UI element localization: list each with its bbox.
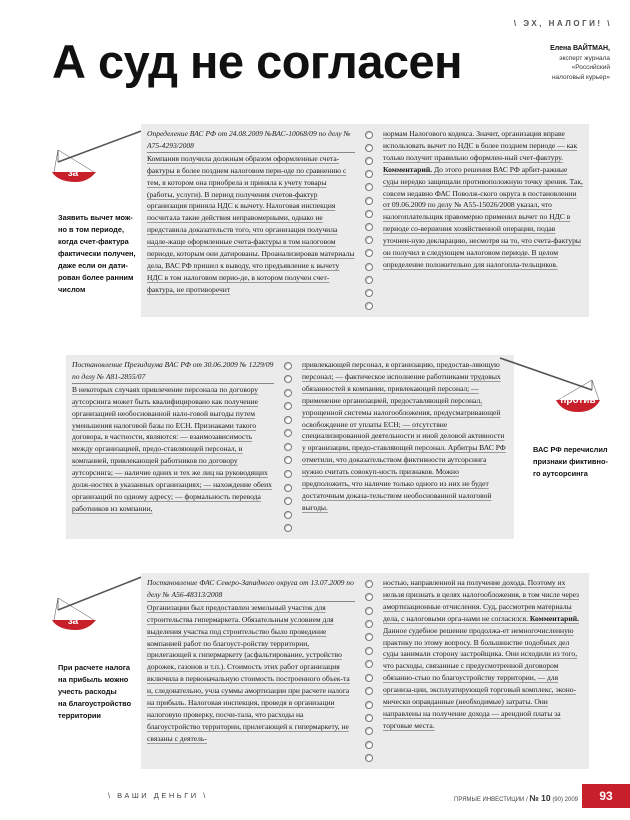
court-reference: Постановление ФАС Северо-Западного округа от 13.07.2009 по делу № А56-48313/2008 [147, 577, 355, 602]
caption-line: на благоустройство [58, 699, 132, 708]
left-column [141, 573, 361, 769]
caption-line: числом [58, 285, 86, 294]
binder-ring-icon [365, 620, 373, 628]
binder-ring-icon [284, 484, 292, 492]
binder-ring-icon [284, 416, 292, 424]
scales-icon [52, 128, 144, 190]
binder-ring-icon [365, 249, 373, 257]
caption-line: когда счет-фактура [58, 237, 129, 246]
binder-ring-icon [365, 593, 373, 601]
caption-line: При расчете налога [58, 663, 130, 672]
binder-ring-icon [365, 687, 373, 695]
binder-ring-icon [284, 362, 292, 370]
binder-ring-icon [365, 170, 373, 178]
caption-line: Заявить вычет мож- [58, 213, 133, 222]
case-text-continued [383, 128, 583, 271]
binder-ring-icon [365, 674, 373, 682]
binder-ring-icon [365, 276, 373, 284]
scales-icon [52, 574, 144, 638]
case-text-part: нормам Налогового кодекса. Значит, организация вправе использовать вычет по НДС в более позднем периоде — как только получит правильно оформлен-ный счет-фактуру. [383, 129, 578, 162]
comment-lead: Комментарий. [383, 164, 433, 174]
binder-ring-icon [284, 429, 292, 437]
magazine-name: ПРЯМЫЕ ИНВЕСТИЦИИ / [454, 797, 528, 803]
binder-rings [361, 124, 377, 317]
case-text-continued: привлекающей персонал, в организацию, предостав-ляющую персонал; — фактическое исполнение работниками трудовых обязанностей в компании, привлекающей персонал; — применение организацией, предоставляющей персонал, упрощенной системы налогообложения, предусматривающей освобождение от уплаты ЕСН; — отсутствие специализированной деятельности и иной деловой активности у организации, предо-ставляющей персонал. Арбитры ВАС РФ отметили, что доказательством фиктивности аутсорсинга нужно считать совокуп-ность признаков. Можно предположить, что наличие только одного из них не будет достаточным доказа-тельством необоснованной налоговой выгоды. [302, 360, 506, 512]
binder-rings [361, 573, 377, 769]
caption-line: учесть расходы [58, 687, 117, 696]
section-label: \ ВАШИ ДЕНЬГИ \ [108, 791, 208, 800]
case-text: Организации был предоставлен земельный участок для строительства гипермаркета. Обязательным условием для выделения участка под строительство было проведение компанией работ по благоуст-ройству территории, прилегающей к гипермаркету (асфальтирование, устройство дорожек, газонов и т.п.). Стоимость этих работ организация включила в первоначальную стоимость построенного объек-та и, следовательно, учла суммы амортизации при расчете налога на прибыль. Налоговая инспекция, проведя в организации налоговую проверку, посчи-тала, что расходы на благоустройство территории, прилегающей к гипермаркету, не связаны с деятель- [147, 602, 350, 743]
verdict-badge: за [67, 616, 79, 627]
case-text: В некоторых случаях привлечение персонала по договору аутсорсинга может быть квалифицировано как получение организацией необоснованной нало-говой выгоды путем уменьшения налоговой базы по ЕСН. Признаками такого договора, в частности, являются: — взаимозависимость между организацией, предо-ставляющей персонал, и компанией, привлекающей работников по договору аутсорсинга; — наличие одних и тех же лиц на руководящих долж-ностях в указанных организациях; — нахождение обеих организаций по одному адресу; — формальность перевода работников из компании, [72, 384, 272, 513]
case-panel [66, 355, 514, 539]
scales-icon [500, 356, 600, 420]
page-title: А суд не согласен [52, 35, 463, 88]
case-text: Компания получила должным образом оформленные счета-фактуры в более позднем налоговом пери-оде по сравнению с тем, в котором она приобрела и приняла к учету товары (работы, услуги). В период получения счетов-фактур организация приняла НДС к вычету. Налоговая инспекция посчитала такие действия неправомерными, однако не представила доказательств того, что организация получила надле-жаще оформленные счета-фактуры в том налоговом периоде, которым они датированы. Проанализировав материалы дела, ВАС РФ пришел к выводу, что предъявление к вычету НДС в том налоговом перио-де, в котором получен счет-фактура, не противоречит [147, 153, 355, 294]
binder-ring-icon [284, 470, 292, 478]
binder-ring-icon [284, 456, 292, 464]
binder-ring-icon [365, 302, 373, 310]
binder-ring-icon [284, 524, 292, 532]
author-role-line-1: эксперт журнала [559, 54, 610, 62]
binder-ring-icon [284, 389, 292, 397]
caption-line: даже если он дати- [58, 261, 128, 270]
caption-line: ВАС РФ перечислил [533, 445, 608, 454]
binder-ring-icon [365, 741, 373, 749]
case-panel [141, 124, 589, 317]
page-number: 93 [582, 784, 630, 808]
binder-ring-icon [365, 263, 373, 271]
binder-ring-icon [365, 223, 373, 231]
left-column [66, 355, 280, 539]
rubric: \ ЭХ, НАЛОГИ! \ [513, 19, 612, 28]
comment-text: До этого решения ВАС РФ арбит-ражные суды нередко защищали противоположную точку зрения. Так, совсем недавно ФАС Поволж-ского округа в постановлении от 09.06.2009 по делу № А55-15026/2008 указал, что налогоплательщик правомерно применил вычет по НДС в периоде со-вершения хозяйственной операции, подав уточнен-ную декларацию, несмотря на то, что счета-фактуры он получил в следующем налоговом периоде. В целом определение положительно для налогопла-тельщиков. [383, 164, 583, 269]
author-role-line-2: «Российский [571, 64, 610, 71]
binder-ring-icon [365, 210, 373, 218]
binder-ring-icon [365, 183, 373, 191]
court-reference: Постановление Президиума ВАС РФ от 30.06.2009 № 1229/09 по делу № А81-2855/07 [72, 359, 274, 384]
verdict-badge: за [67, 168, 79, 179]
verdict-badge: против [560, 395, 596, 406]
case-panel [141, 573, 589, 769]
binder-ring-icon [365, 197, 373, 205]
author-name: Елена ВАЙТМАН, [550, 45, 610, 52]
binder-ring-icon [365, 714, 373, 722]
binder-ring-icon [284, 443, 292, 451]
author-role-line-3: налоговый курьер» [551, 73, 610, 81]
binder-ring-icon [365, 754, 373, 762]
caption-line: на прибыль можно [58, 675, 129, 684]
case-text-continued [383, 577, 583, 732]
case-text-part: ностью, направленной на получение дохода. Поэтому их нельзя признать в целях налогообложения, в том числе через амортизационные отчисления. Суд, рассмотрев материалы дела, с налоговыми орга-нами не согласился. [383, 578, 580, 623]
binder-ring-icon [365, 660, 373, 668]
comment-lead: Комментарий. [529, 613, 579, 623]
binder-ring-icon [365, 607, 373, 615]
binder-ring-icon [365, 633, 373, 641]
right-column [377, 573, 589, 769]
right-column [296, 355, 514, 539]
comment-text: Данное судебное решение продолжа-ет немногочисленную практику по этому вопросу. В большинстве подобных дел суды занимали сторону застройщика. Они исходили из того, что расходы, связанные с предусмотренной договором обязанно-стью по благоустройству территории, — для организа-ции, эксплуатирующей торговый комплекс, эконо-мически оправданные (необходимые) затраты. Они направлены на получение дохода — арендной платы за торговые места. [383, 625, 578, 730]
binder-ring-icon [365, 580, 373, 588]
caption-line: го аутсорсинга [533, 469, 588, 478]
left-column [141, 124, 361, 317]
binder-ring-icon [365, 157, 373, 165]
binder-ring-icon [284, 511, 292, 519]
caption-line: территории [58, 711, 101, 720]
right-column [377, 124, 589, 317]
caption-line: но в том периоде, [58, 225, 124, 234]
author-block [500, 44, 610, 82]
binder-ring-icon [284, 497, 292, 505]
binder-ring-icon [365, 144, 373, 152]
case-caption [533, 444, 628, 480]
binder-ring-icon [365, 236, 373, 244]
caption-line: фактически получен, [58, 249, 136, 258]
case-caption [58, 212, 148, 296]
caption-line: рован более ранним [58, 273, 134, 282]
case-caption [58, 662, 148, 722]
magazine-issue [454, 793, 578, 803]
issue-year: (90) 2009 [552, 797, 578, 803]
binder-rings [280, 355, 296, 539]
binder-ring-icon [365, 289, 373, 297]
caption-line: признаки фиктивно- [533, 457, 608, 466]
binder-ring-icon [365, 701, 373, 709]
binder-ring-icon [365, 647, 373, 655]
binder-ring-icon [365, 131, 373, 139]
binder-ring-icon [365, 727, 373, 735]
binder-ring-icon [284, 375, 292, 383]
court-reference: Определение ВАС РФ от 24.08.2009 №ВАС-10068/09 по делу № А75-4293/2008 [147, 128, 355, 153]
issue-number: № 10 [529, 793, 551, 803]
binder-ring-icon [284, 402, 292, 410]
